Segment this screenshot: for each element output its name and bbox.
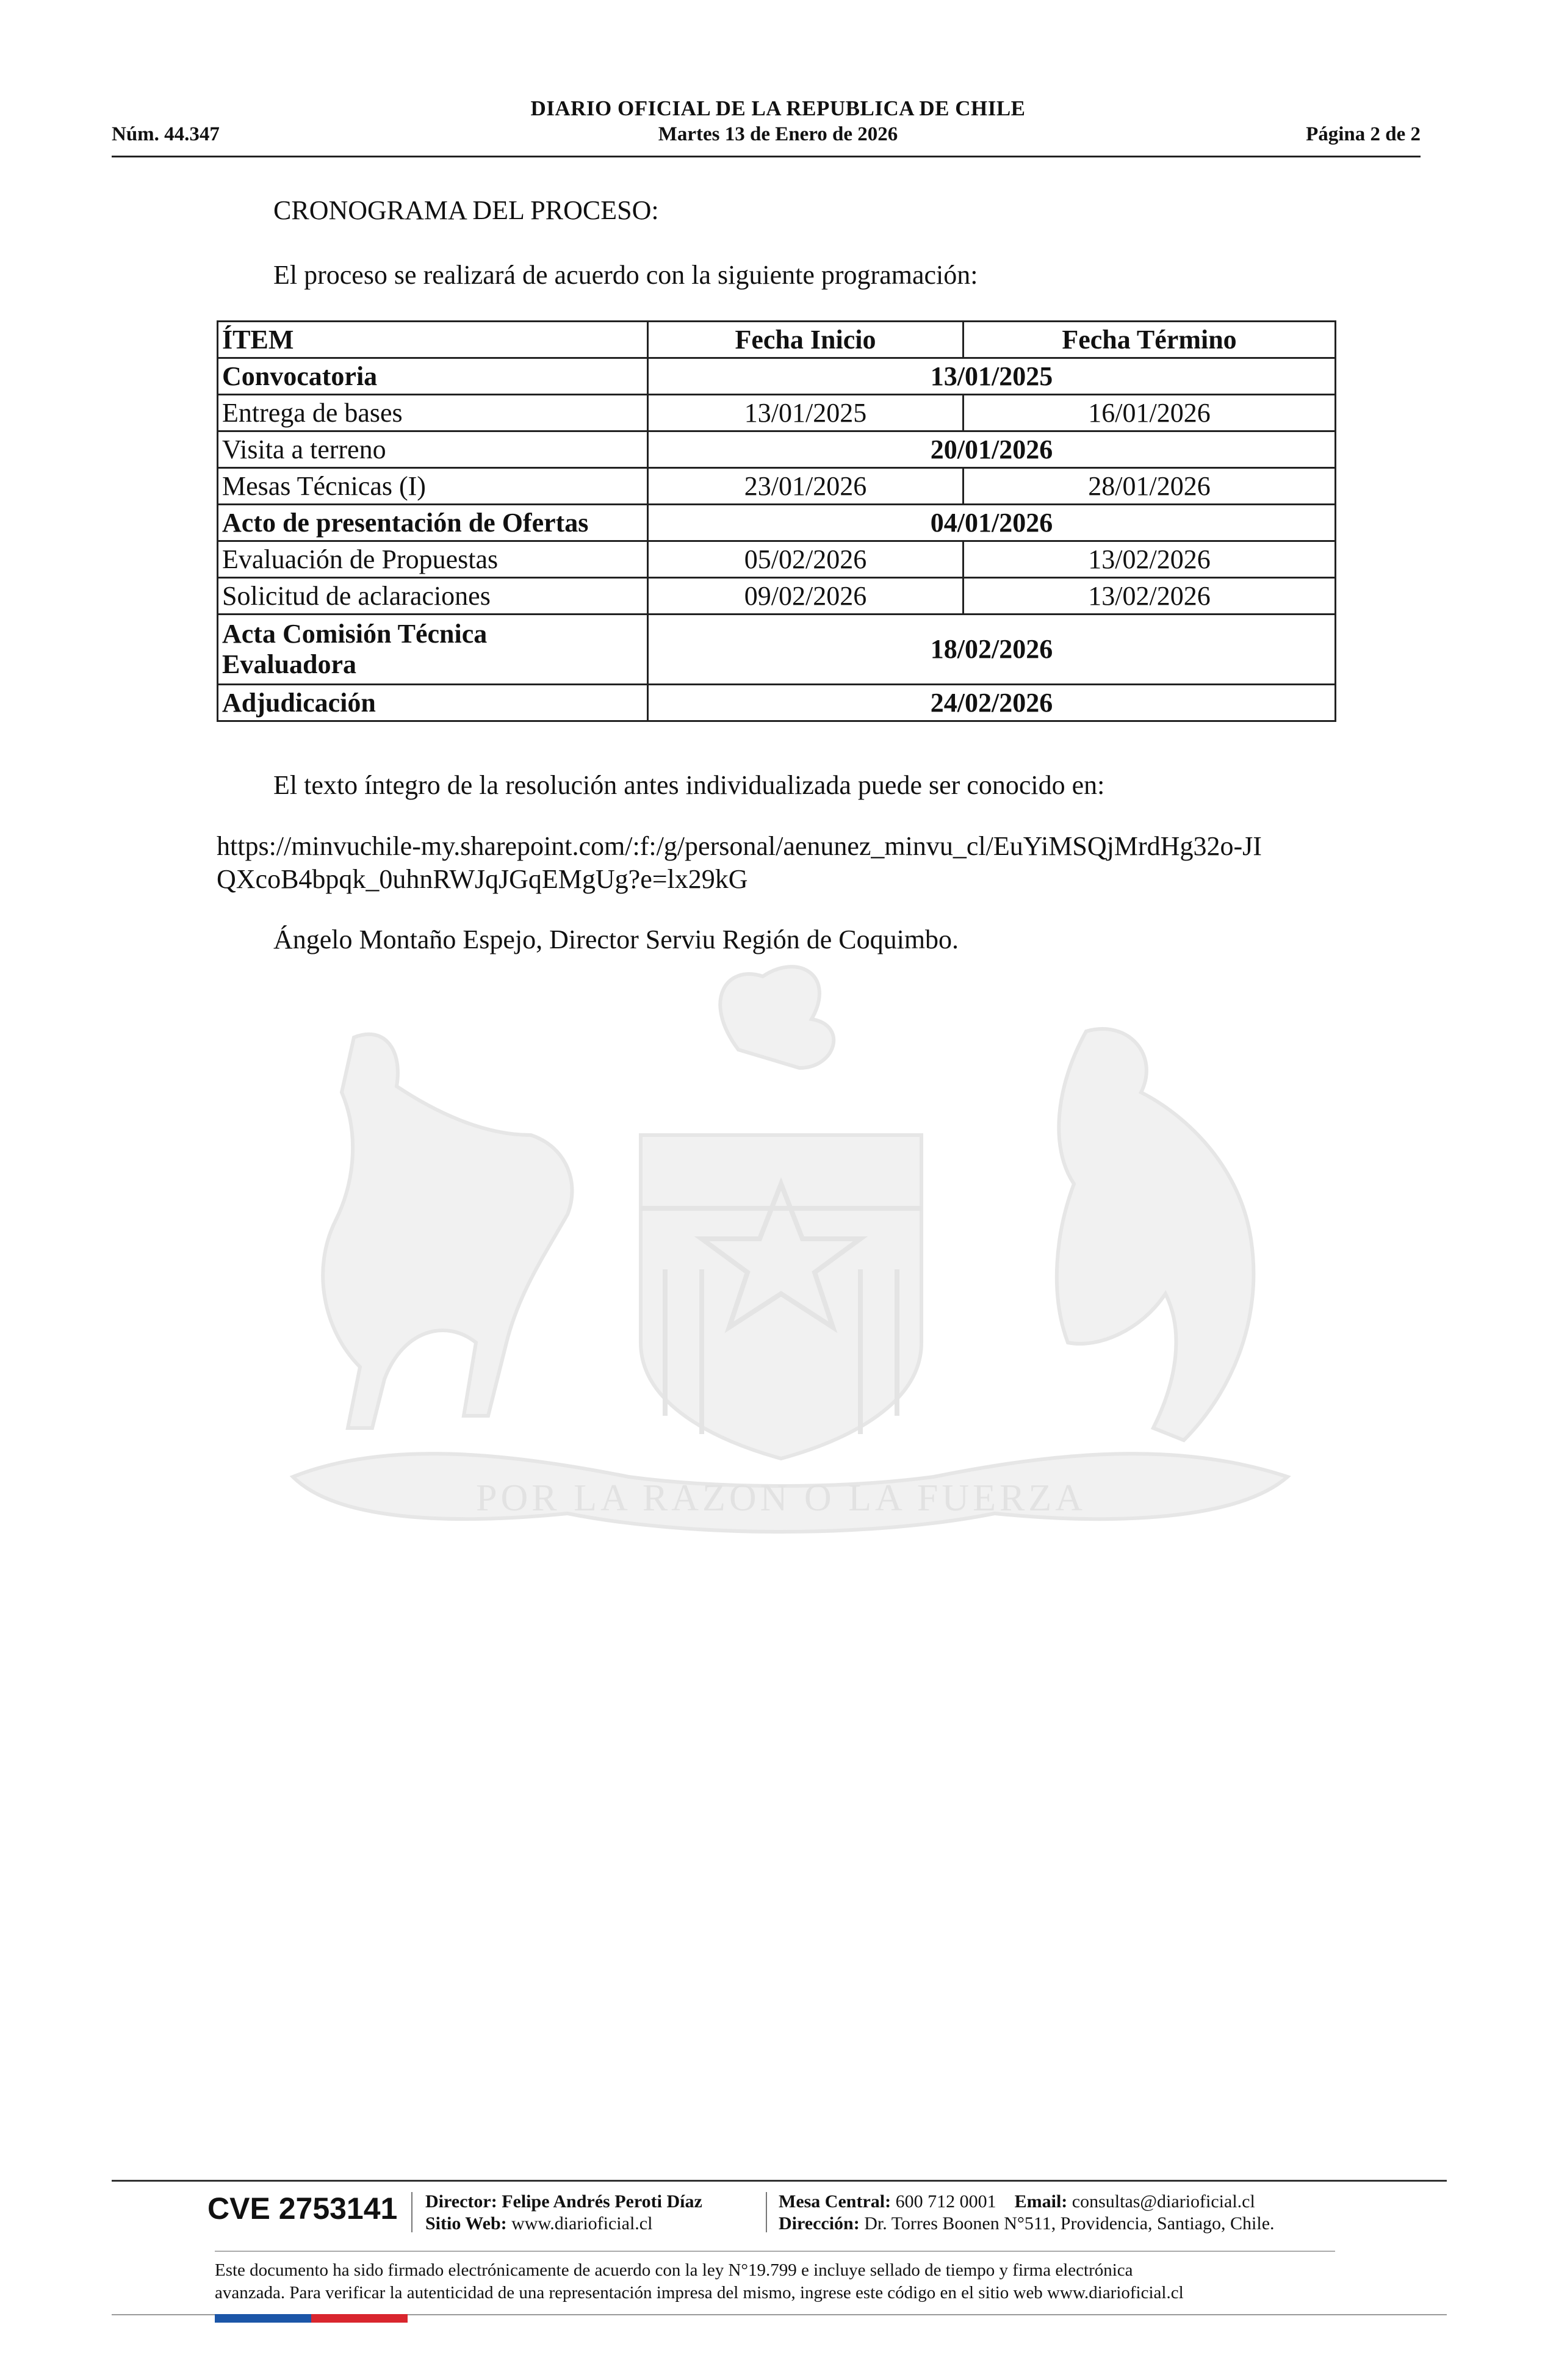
table-header-row — [218, 322, 1336, 358]
row-item: Solicitud de aclaraciones — [218, 578, 648, 615]
row-item: Adjudicación — [218, 685, 648, 721]
issue-date: Martes 13 de Enero de 2026 — [658, 123, 898, 145]
full-text-paragraph: El texto íntegro de la resolución antes individualizada puede ser conocido en: — [273, 770, 1105, 800]
watermark-motto: POR LA RAZON O LA FUERZA — [475, 1477, 1087, 1519]
director-name: Felipe Andrés Peroti Díaz — [502, 2191, 702, 2212]
email-label: Email: — [1014, 2191, 1068, 2212]
table-row — [218, 431, 1336, 468]
address-label: Dirección: — [779, 2213, 860, 2234]
issue-number: Núm. 44.347 — [112, 123, 220, 145]
row-item: Acto de presentación de Ofertas — [218, 505, 648, 541]
note-line: Este documento ha sido firmado electrónicamente de acuerdo con la ley N°19.799 e incluye sellado de tiempo y firma electrónica — [215, 2260, 1133, 2280]
header-item: ÍTEM — [218, 322, 648, 358]
row-start-date: 05/02/2026 — [648, 541, 963, 578]
email-link[interactable]: consultas@diarioficial.cl — [1072, 2191, 1255, 2212]
schedule-table — [217, 320, 1336, 722]
flag-stripe-red — [311, 2314, 408, 2323]
row-item: Evaluación de Propuestas — [218, 541, 648, 578]
table-row — [218, 395, 1336, 431]
header-end-date: Fecha Término — [963, 322, 1336, 358]
footer-director-block — [425, 2191, 702, 2235]
intro-paragraph: El proceso se realizará de acuerdo con la siguiente programación: — [273, 260, 978, 290]
row-date: 24/02/2026 — [648, 685, 1336, 721]
resolution-link[interactable] — [217, 830, 1364, 896]
footer-separator — [411, 2192, 412, 2232]
row-date: 13/01/2025 — [648, 358, 1336, 395]
address-text: Dr. Torres Boonen N°511, Providencia, Santiago, Chile. — [864, 2213, 1275, 2234]
website-link[interactable]: www.diarioficial.cl — [511, 2213, 653, 2234]
header-divider — [112, 156, 1421, 157]
footer-contact-block — [779, 2191, 1275, 2235]
row-start-date: 09/02/2026 — [648, 578, 963, 615]
row-end-date: 13/02/2026 — [963, 578, 1336, 615]
table-row — [218, 358, 1336, 395]
row-date: 04/01/2026 — [648, 505, 1336, 541]
cve-code: CVE 2753141 — [207, 2191, 398, 2226]
row-end-date: 13/02/2026 — [963, 541, 1336, 578]
row-item: Convocatoria — [218, 358, 648, 395]
table-row — [218, 578, 1336, 615]
flag-stripe-blue — [215, 2314, 311, 2323]
row-end-date: 16/01/2026 — [963, 395, 1336, 431]
row-item: Mesas Técnicas (I) — [218, 468, 648, 505]
table-row — [218, 505, 1336, 541]
row-start-date: 23/01/2026 — [648, 468, 963, 505]
resolution-link-line[interactable]: https://minvuchile-my.sharepoint.com/:f:/g/personal/aenunez_minvu_cl/EuYiMSQjMrdHg32o-JI — [217, 831, 1262, 861]
table-row — [218, 468, 1336, 505]
footer-divider — [112, 2180, 1447, 2182]
row-end-date: 28/01/2026 — [963, 468, 1336, 505]
note-line: avanzada. Para verificar la autenticidad de una representación impresa del mismo, ingrese este código en el sitio web www.diarioficial.cl — [215, 2283, 1184, 2302]
electronic-signature-note — [215, 2259, 1335, 2304]
section-title: CRONOGRAMA DEL PROCESO: — [273, 195, 659, 225]
signature-line: Ángelo Montaño Espejo, Director Serviu Región de Coquimbo. — [273, 925, 959, 954]
row-date: 18/02/2026 — [648, 615, 1336, 685]
row-item-line: Evaluadora — [222, 649, 357, 679]
phone-label: Mesa Central: — [779, 2191, 891, 2212]
row-item: Visita a terreno — [218, 431, 648, 468]
table-row — [218, 615, 1336, 685]
footer-separator — [766, 2192, 767, 2232]
row-item: Entrega de bases — [218, 395, 648, 431]
table-row — [218, 541, 1336, 578]
footer-divider — [215, 2251, 1335, 2252]
row-item — [218, 615, 648, 685]
table-row — [218, 685, 1336, 721]
row-date: 20/01/2026 — [648, 431, 1336, 468]
website-label: Sitio Web: — [425, 2213, 507, 2234]
page-indicator: Página 2 de 2 — [1306, 123, 1421, 145]
resolution-link-line[interactable]: QXcoB4bpqk_0uhnRWJqJGqEMgUg?e=lx29kG — [217, 864, 748, 894]
row-item-line: Acta Comisión Técnica — [222, 619, 488, 649]
coat-of-arms-watermark — [201, 952, 1361, 1648]
phone-number: 600 712 0001 — [895, 2191, 996, 2212]
director-label: Director: — [425, 2191, 497, 2212]
newspaper-title: DIARIO OFICIAL DE LA REPUBLICA DE CHILE — [530, 96, 1026, 120]
row-start-date: 13/01/2025 — [648, 395, 963, 431]
header-start-date: Fecha Inicio — [648, 322, 963, 358]
